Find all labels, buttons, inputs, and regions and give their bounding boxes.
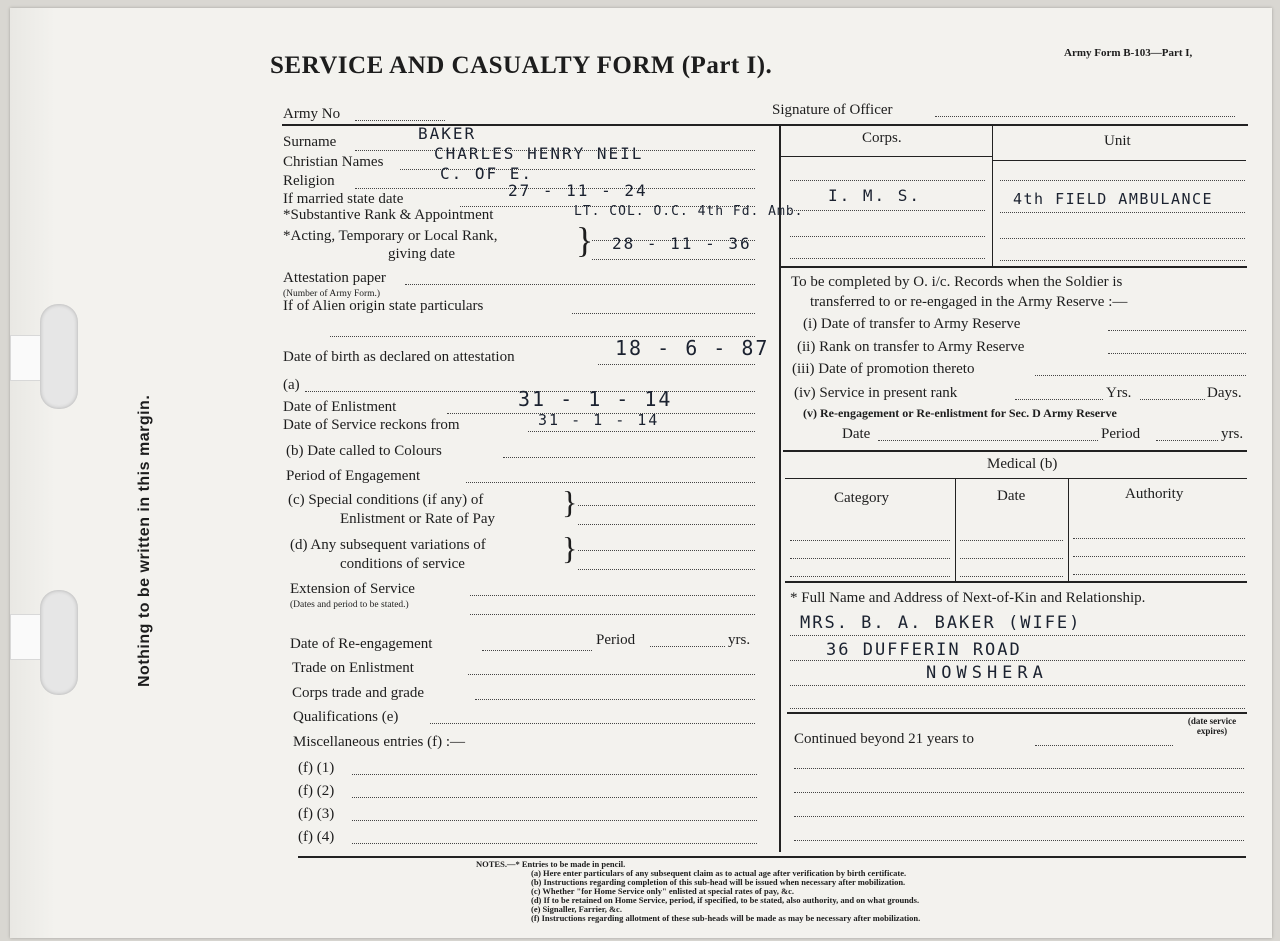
reengagement-label: Date of Re-engagement [290, 636, 433, 652]
brace: } [562, 530, 578, 566]
attestation-label: Attestation paper [283, 270, 386, 286]
a-label: (a) [283, 377, 300, 393]
christian-names-value: CHARLES HENRY NEIL [434, 144, 644, 163]
religion-value: C. OF E. [440, 164, 534, 183]
army-no-label: Army No [283, 106, 341, 122]
unit-value: 4th FIELD AMBULANCE [1013, 190, 1214, 208]
reengage-label: (v) Re-engagement or Re-enlistment for Sec. D Army Reserve [803, 406, 1117, 420]
medical-col-date: Date [997, 488, 1026, 504]
continued-label: Continued beyond 21 years to [794, 731, 974, 747]
form-number: Army Form B-103—Part I, [1064, 47, 1193, 59]
records-item-iii: (iii) Date of promotion thereto [792, 361, 975, 377]
yrs-label: yrs. [728, 632, 751, 648]
notes-heading: NOTES.— [476, 859, 516, 869]
kin-line-3: NOWSHERA [926, 663, 1048, 683]
days-word: Days. [1207, 385, 1242, 401]
christian-names-label: Christian Names [283, 154, 384, 170]
bottom-rule [298, 856, 1246, 858]
corps-value: I. M. S. [828, 186, 922, 205]
continued-top-rule [787, 712, 1247, 714]
column-divider [779, 124, 781, 852]
enlistment-value: 31 - 1 - 14 [518, 387, 673, 411]
records-intro: To be completed by O. i/c. Records when the Soldier is [791, 274, 1123, 290]
records-top-rule [781, 266, 1247, 268]
engagement-label: Period of Engagement [286, 468, 421, 484]
religion-label: Religion [283, 173, 335, 189]
f-item-3: (f) (3) [298, 806, 335, 822]
date-service-expires: (date service expires) [1187, 716, 1237, 736]
records-item-iv: (iv) Service in present rank [794, 385, 958, 401]
married-value: 27 - 11 - 24 [508, 181, 648, 200]
variations-label-2: conditions of service [340, 556, 465, 572]
corps-unit-divider [992, 126, 993, 266]
yrs-word: Yrs. [1106, 385, 1132, 401]
date-word: Date [842, 426, 871, 442]
records-item-ii: (ii) Rank on transfer to Army Reserve [797, 339, 1025, 355]
corps-trade-label: Corps trade and grade [292, 685, 425, 701]
form-title: SERVICE AND CASUALTY FORM (Part I). [270, 52, 773, 79]
corps-header: Corps. [862, 130, 902, 146]
note-line: (c) Whether "for Home Service only" enlisted at special rates of pay, &c. [531, 886, 794, 896]
f-item-4: (f) (4) [298, 829, 335, 845]
records-item-i: (i) Date of transfer to Army Reserve [803, 316, 1021, 332]
corps-header-rule [781, 156, 992, 157]
reckons-value: 31 - 1 - 14 [538, 411, 660, 429]
medical-col-divider-2 [1068, 479, 1069, 581]
dob-value: 18 - 6 - 87 [615, 336, 770, 360]
medical-top-rule [783, 450, 1247, 452]
medical-col-authority: Authority [1125, 486, 1184, 502]
enlistment-label: Date of Enlistment [283, 399, 397, 415]
qualifications-label: Qualifications (e) [293, 709, 399, 725]
f-item-2: (f) (2) [298, 783, 335, 799]
kin-top-rule [785, 581, 1247, 583]
note-line: (e) Signaller, Farrier, &c. [531, 904, 622, 914]
special-conditions-label-2: Enlistment or Rate of Pay [340, 511, 495, 527]
extension-label: Extension of Service [290, 581, 415, 597]
note-line: (b) Instructions regarding completion of this sub-head will be issued when necessary after mobilization. [531, 877, 906, 887]
trade-label: Trade on Enlistment [292, 660, 414, 676]
special-conditions-label: (c) Special conditions (if any) of [288, 492, 484, 508]
yrs-small: yrs. [1221, 426, 1244, 442]
notes-block [476, 860, 920, 923]
misc-entries-label: Miscellaneous entries (f) :— [293, 734, 466, 750]
records-intro-2: transferred to or re-engaged in the Army Reserve :— [810, 294, 1128, 310]
medical-header-rule [785, 478, 1247, 479]
acting-rank-value: 28 - 11 - 36 [612, 234, 752, 253]
margin-note: Nothing to be written in this margin. [136, 394, 153, 687]
note-line: * Entries to be made in pencil. [515, 859, 626, 869]
unit-header: Unit [1104, 133, 1131, 149]
brace: } [562, 484, 578, 520]
alien-label: If of Alien origin state particulars [283, 298, 484, 314]
acting-rank-label-2: giving date [388, 246, 456, 262]
extension-sub: (Dates and period to be stated.) [290, 600, 409, 610]
medical-header: Medical (b) [987, 456, 1058, 472]
reckons-label: Date of Service reckons from [283, 417, 460, 433]
unit-header-rule [993, 160, 1246, 161]
period-label: Period [596, 632, 636, 648]
punch-hole-bottom [40, 590, 78, 695]
period-word: Period [1101, 426, 1141, 442]
next-of-kin-label: * Full Name and Address of Next-of-Kin and Relationship. [790, 590, 1146, 606]
brace: } [576, 220, 594, 260]
note-line: (f) Instructions regarding allotment of these sub-heads will be made as may be necessary after mobilization. [531, 913, 921, 923]
kin-line-1: MRS. B. A. BAKER (WIFE) [800, 613, 1082, 633]
called-to-colours-label: (b) Date called to Colours [286, 443, 442, 459]
kin-line-2: 36 DUFFERIN ROAD [826, 640, 1022, 660]
medical-col-category: Category [834, 490, 889, 506]
f-item-1: (f) (1) [298, 760, 335, 776]
acting-rank-label: *Acting, Temporary or Local Rank, [283, 228, 498, 244]
punch-hole-top [40, 304, 78, 409]
surname-value: BAKER [418, 124, 477, 143]
married-label: If married state date [283, 191, 404, 207]
substantive-rank-label: *Substantive Rank & Appointment [283, 207, 494, 223]
surname-label: Surname [283, 134, 337, 150]
medical-col-divider-1 [955, 479, 956, 581]
attestation-sub: (Number of Army Form.) [283, 289, 381, 299]
substantive-rank-value: LT. COL. O.C. 4th Fd. Amb. [574, 204, 804, 219]
variations-label: (d) Any subsequent variations of [290, 537, 486, 553]
signature-label: Signature of Officer [772, 102, 893, 118]
page-shadow [10, 8, 55, 938]
note-line: (d) If to be retained on Home Service, period, if specified, to be stated, also authority, and on what grounds. [531, 895, 920, 905]
dob-label: Date of birth as declared on attestation [283, 349, 515, 365]
note-line: (a) Here enter particulars of any subsequent claim as to actual age after verification by birth certificate. [531, 868, 907, 878]
